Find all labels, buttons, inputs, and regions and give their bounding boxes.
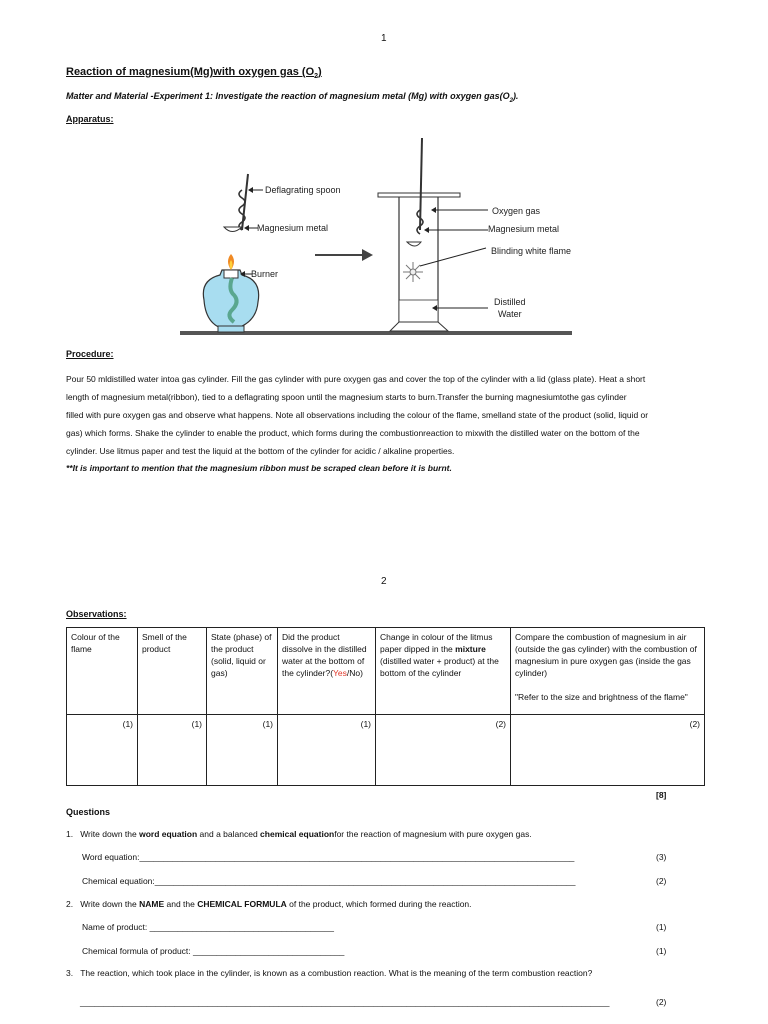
header-litmus: Change in colour of the litmus paper dipped in the mixture (distilled water + product) at the bottom of the cylinder: [376, 628, 511, 715]
table-total-marks: [8]: [656, 790, 667, 800]
label-oxygen-gas: Oxygen gas: [492, 206, 541, 216]
mark: (1): [656, 946, 667, 956]
word-equation-line[interactable]: Word equation:____________________________________________________________________________________________: [82, 852, 575, 862]
question-1: 1. Write down the word equation and a balanced chemical equationfor the reaction of magnesium with pure oxygen gas.: [66, 829, 532, 839]
deflagrating-spoon-left: [224, 174, 248, 232]
observations-table: [66, 627, 705, 786]
page-title: Reaction of magnesium(Mg)with oxygen gas $(O_2)$: [66, 66, 322, 81]
answer-cell[interactable]: (2): [376, 715, 511, 786]
answer-cell[interactable]: (1): [138, 715, 207, 786]
table-header-row: [67, 628, 705, 715]
answer-cell[interactable]: (1): [207, 715, 278, 786]
burner-drawing: [203, 254, 258, 332]
apparatus-heading: Apparatus:: [66, 114, 114, 124]
label-burner: Burner: [251, 269, 279, 279]
procedure-line: length of magnesium metal(ribbon), tied to a deflagrating spoon until the magnesium starts to burn.Transfer the burning magnesiumtothe gas cylinder: [66, 392, 627, 402]
procedure-line: cylinder. Use litmus paper and test the liquid at the bottom of the cylinder for acidic / alkaline properties.: [66, 446, 455, 456]
header-compare: Compare the combustion of magnesium in air (outside the gas cylinder) with the combustion of magnesium in pure oxygen gas (inside the gas cylinder) "Refer to the size and brightness of the flame": [511, 628, 705, 715]
question-3: 3. The reaction, which took place in the cylinder, is known as a combustion reaction. What is the meaning of the term combustion reaction?: [66, 968, 593, 978]
mark: (3): [656, 852, 667, 862]
mark: (1): [656, 922, 667, 932]
product-name-line[interactable]: Name of product: _______________________________________: [82, 922, 334, 932]
question-2: 2. Write down the NAME and the CHEMICAL FORMULA of the product, which formed during the reaction.: [66, 899, 472, 909]
mark: (2): [656, 876, 667, 886]
answer-cell[interactable]: (1): [67, 715, 138, 786]
header-smell: Smell of the product: [138, 628, 207, 715]
label-blinding-flame: Blinding white flame: [491, 246, 572, 256]
mark: (2): [656, 997, 667, 1007]
transfer-arrow: [362, 249, 373, 261]
questions-heading: Questions: [66, 807, 111, 817]
procedure-line: filled with pure oxygen gas and observe what happens. Note all observations including the colour of the flame, smelland state of the product (solid, liquid or: [66, 410, 649, 420]
page-number-1: 1: [381, 33, 387, 44]
product-formula-line[interactable]: Chemical formula of product: ________________________________: [82, 946, 345, 956]
label-deflagrating-spoon: Deflagrating spoon: [265, 185, 341, 195]
label-water: Water: [498, 309, 522, 319]
label-magnesium-left: Magnesium metal: [257, 223, 329, 233]
chemical-equation-line[interactable]: Chemical equation:_________________________________________________________________________________________: [82, 876, 576, 886]
gas-cylinder: [378, 138, 460, 331]
table-answer-row: [67, 715, 705, 786]
flame-spark: [403, 262, 423, 282]
header-flame-colour: Colour of the flame: [67, 628, 138, 715]
label-magnesium-right: Magnesium metal: [488, 224, 560, 234]
procedure-heading: Procedure:: [66, 349, 114, 359]
experiment-subtitle: Matter and Material -Experiment 1: Investigate the reaction of magnesium metal (Mg) with oxygen $gas(O_2)$.: [66, 91, 519, 104]
procedure-text: [66, 370, 726, 460]
procedure-line: gas) which forms. Shake the cylinder to enable the product, which forms during the combustionreaction to mixwith the distilled water on the bottom of the: [66, 428, 640, 438]
safety-note: **It is important to mention that the magnesium ribbon must be scraped clean before it is burnt.: [66, 463, 452, 473]
apparatus-diagram: [170, 130, 590, 342]
page-number-2: 2: [381, 576, 387, 587]
label-distilled: Distilled: [494, 297, 526, 307]
header-state: State (phase) of the product (solid, liquid or gas): [207, 628, 278, 715]
observations-heading: Observations:: [66, 609, 127, 619]
answer-cell[interactable]: (2): [511, 715, 705, 786]
header-dissolve: Did the product dissolve in the distilled water at the bottom of the cylinder?(Yes/No): [278, 628, 376, 715]
procedure-line: Pour 50 mldistilled water intoa gas cylinder. Fill the gas cylinder with pure oxygen gas and cover the top of the cylinder with a lid (glass plate). Heat a short: [66, 374, 646, 384]
answer-cell[interactable]: (1): [278, 715, 376, 786]
combustion-answer-line[interactable]: ________________________________________________________________________________________________________________: [80, 997, 610, 1007]
